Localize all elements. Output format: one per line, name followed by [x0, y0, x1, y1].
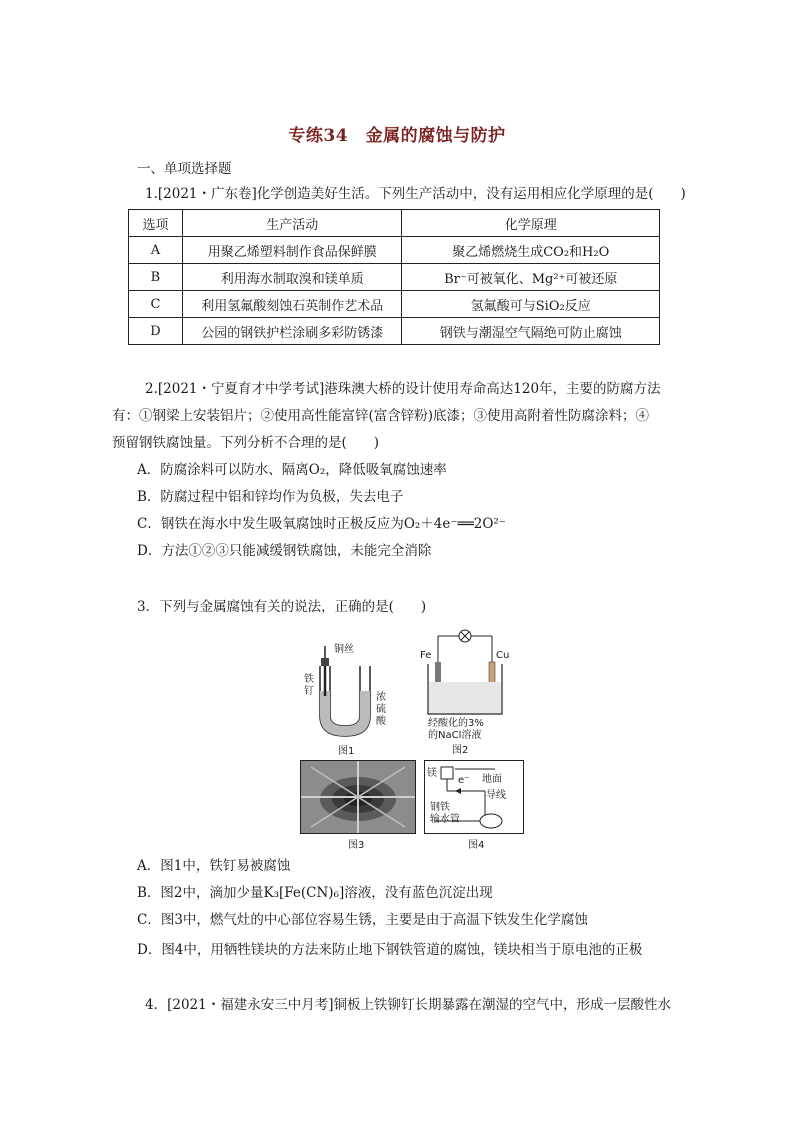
table-cell-principle: 聚乙烯燃烧生成CO₂和H₂O: [402, 237, 660, 264]
question-3-option-c: C．图3中，燃气灶的中心部位容易生锈，主要是由于高温下铁发生化学腐蚀: [137, 912, 588, 928]
figure-4-mg-label: 镁: [427, 768, 437, 779]
figure-4-wire-label: 导线: [486, 790, 506, 801]
figure-2-fe-label: Fe: [420, 650, 432, 661]
table-row: [129, 237, 660, 264]
page-title: 专练34 金属的腐蚀与防护: [288, 126, 506, 146]
table-row: [129, 264, 660, 291]
figure-1-wire-label: 铜丝: [334, 644, 354, 655]
figure-4-electron-label: e⁻: [458, 775, 470, 786]
figure-1: [300, 636, 410, 756]
question-2-option-b: B．防腐过程中铝和锌均作为负极，失去电子: [137, 489, 404, 505]
figure-4-label: 图4: [468, 840, 485, 851]
question-4-stem: 4．[2021・福建永安三中月考]铜板上铁铆钉长期暴露在潮湿的空气中，形成一层酸性水: [145, 997, 671, 1013]
gas-stove-drawing: [301, 761, 415, 833]
table-cell-activity: 公园的钢铁护栏涂刷多彩防锈漆: [182, 318, 402, 345]
question-3-option-b: B．图2中，滴加少量K₃[Fe(CN)₆]溶液，没有蓝色沉淀出现: [137, 885, 493, 901]
table-cell-activity: 利用海水制取溴和镁单质: [182, 264, 402, 291]
table-cell-option: B: [129, 264, 183, 291]
figure-2-caption-line-2: 的NaCl溶液: [428, 730, 482, 741]
table-cell-option: A: [129, 237, 183, 264]
table-header: 生产活动: [182, 210, 402, 237]
question-2-stem-line-2: 有：①钢梁上安装铝片；②使用高性能富锌(富含锌粉)底漆；③使用高附着性防腐涂料；④: [112, 408, 650, 424]
figure-4-pipe-label-2: 输水管: [430, 814, 460, 825]
table-header: 化学原理: [402, 210, 660, 237]
table-cell-principle: Br⁻可被氧化、Mg²⁺可被还原: [402, 264, 660, 291]
table-row: [129, 291, 660, 318]
question-3-stem: 3．下列与金属腐蚀有关的说法，正确的是( ): [137, 599, 427, 615]
figure-1-nail-label: 铁钉: [304, 674, 314, 697]
gas-stove-photo: [300, 760, 416, 834]
question-2-option-a: A．防腐涂料可以防水、隔离O₂，降低吸氧腐蚀速率: [137, 462, 447, 478]
figure-2-label: 图2: [452, 745, 469, 756]
table-row: [129, 318, 660, 345]
table-cell-option: D: [129, 318, 183, 345]
figure-2: [420, 624, 510, 754]
question-2-stem-line-3: 预留钢铁腐蚀量。下列分析不合理的是( ): [112, 435, 380, 451]
table-cell-activity: 用聚乙烯塑料制作食品保鲜膜: [182, 237, 402, 264]
table-cell-option: C: [129, 291, 183, 318]
table-cell-principle: 钢铁与潮湿空气隔绝可防止腐蚀: [402, 318, 660, 345]
figure-3: [300, 760, 416, 850]
figure-4-pipe-label-1: 钢铁: [430, 802, 450, 813]
figure-4: [424, 760, 524, 850]
table-header: 选项: [129, 210, 183, 237]
question-2-option-d: D．方法①②③只能减缓钢铁腐蚀，未能完全消除: [137, 543, 432, 559]
question-2-option-c: C．钢铁在海水中发生吸氧腐蚀时正极反应为O₂＋4e⁻══2O²⁻: [137, 516, 506, 532]
question-1-stem: 1.[2021・广东卷]化学创造美好生活。下列生产活动中，没有运用相应化学原理的是( ): [145, 186, 686, 202]
table-cell-activity: 利用氢氟酸刻蚀石英制作艺术品: [182, 291, 402, 318]
figure-2-cu-label: Cu: [496, 650, 510, 661]
figure-4-ground-label: 地面: [482, 774, 502, 785]
figure-2-caption-line-1: 经酸化的3%: [428, 718, 484, 729]
figure-1-drawing: [300, 636, 410, 756]
question-1-table: [128, 209, 660, 345]
question-3-option-d: D．图4中，用牺牲镁块的方法来防止地下钢铁管道的腐蚀，镁块相当于原电池的正极: [137, 942, 643, 958]
figure-3-label: 图3: [348, 840, 365, 851]
figure-1-acid-label: 浓硫酸: [376, 692, 386, 727]
table-cell-principle: 氢氟酸可与SiO₂反应: [402, 291, 660, 318]
section-heading: 一、单项选择题: [137, 161, 232, 177]
question-2-stem-line-1: 2.[2021・宁夏育才中学考试]港珠澳大桥的设计使用寿命高达120年，主要的防腐方法: [145, 381, 661, 397]
figure-1-label: 图1: [338, 746, 355, 757]
table-header-row: [129, 210, 660, 237]
question-3-option-a: A．图1中，铁钉易被腐蚀: [137, 858, 291, 874]
